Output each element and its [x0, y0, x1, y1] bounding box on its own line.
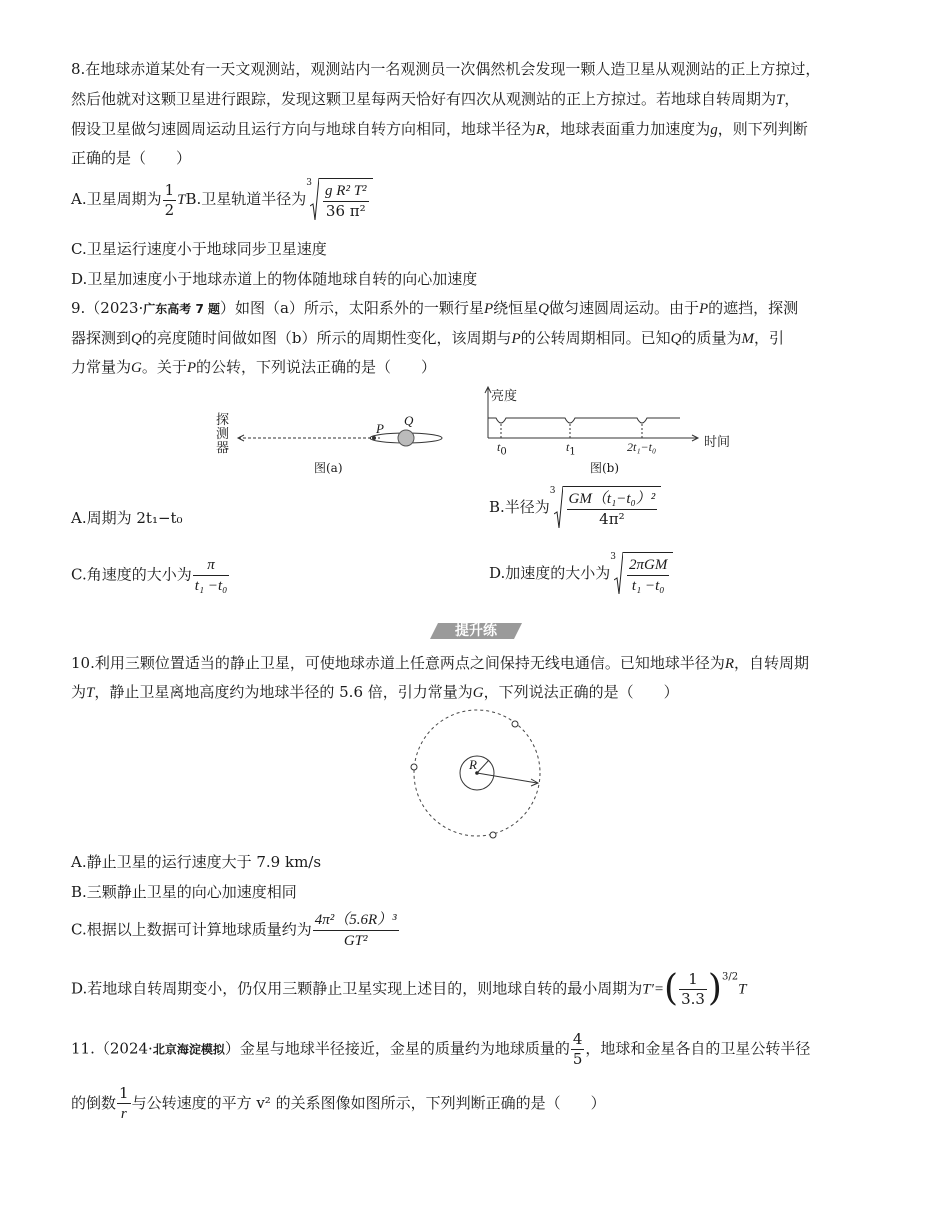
q9-option-a: A.周期为 2t₁−t₀	[71, 509, 183, 527]
q8-option-d: D.卫星加速度小于地球赤道上的物体随地球自转的向心加速度	[71, 270, 478, 288]
q9-option-c: C.角速度的大小为 $\frac{\pi}{\text{t₁ −t₀}}$	[71, 557, 228, 594]
q8-optB-radical: 3 $\frac{\text{g R² T²}}{\text{36 π²}}$	[306, 178, 372, 222]
q8-option-ab: A.卫星周期为 $\frac{1}{2}$ TB.卫星轨道半径为 3 $\frac{\text{g R² T²}}{\text{36 π²}}$	[71, 178, 373, 222]
q8-option-c: C.卫星运行速度小于地球同步卫星速度	[71, 240, 327, 258]
q8-line2: 然后他就对这颗卫星进行跟踪，发现这颗卫星每两天恰好有四次从观测站的正上方掠过。若地球自转周期为T，	[71, 90, 800, 108]
q10-line1: 10.利用三颗位置适当的静止卫星，可使地球赤道上任意两点之间保持无线电通信。已知地球半径为R，自转周期	[71, 654, 810, 672]
figure-b-caption: 图(b)	[590, 461, 620, 475]
figure-b-x-label: 时间	[704, 435, 731, 450]
q10-option-b: B.三颗静止卫星的向心加速度相同	[71, 883, 297, 901]
q8-line1: 8.在地球赤道某处有一天文观测站，观测站内一名观测员一次偶然机会发现一颗人造卫星从观测站的正上方掠过，	[71, 60, 821, 78]
q11-line1: 11.（2024·北京海淀模拟）金星与地球半径接近，金星的质量约为地球质量的 $\frac{4}{5}$ ，地球和金星各自的卫星公转半径	[71, 1030, 811, 1068]
q9-option-b: B.半径为 3 $\frac{\text{GM（t₁−t₀）²}}{\text{4π²}}$	[489, 486, 661, 530]
figure-b-t2-label: 2t₁−t₀	[627, 440, 657, 454]
q9-line1: 9.（2023·广东高考 7 题）如图（a）所示，太阳系外的一颗行星P绕恒星Q做匀速圆周运动。由于P的遮挡，探测	[71, 299, 799, 317]
q8-line4: 正确的是（ ）	[71, 149, 192, 167]
q8-line3: 假设卫星做匀速圆周运动且运行方向与地球自转方向相同，地球半径为R，地球表面重力加速度为g，则下列判断	[71, 120, 808, 138]
q8-optA-fraction: $\frac{1}{2}$	[164, 180, 175, 219]
q9-line3: 力常量为G。关于P的公转，下列说法正确的是（ ）	[71, 358, 437, 376]
figure-b-t1-label: $t_1$	[566, 440, 576, 458]
q10-option-a: A.静止卫星的运行速度大于 7.9 km/s	[71, 853, 322, 871]
figure-satellite-orbit	[409, 707, 545, 843]
figure-a-p-label: P	[376, 421, 384, 436]
q10-option-c: C.根据以上数据可计算地球质量约为 $\frac{\text{4π²（5.6R）³}}{\text{GT²}}$	[71, 912, 397, 949]
q9-option-d: D.加速度的大小为 3 $\frac{\text{2πGM}}{\text{t₁ −t₀}}$	[489, 552, 673, 596]
section-banner	[430, 621, 522, 641]
figure-b-y-label: 亮度	[491, 389, 518, 404]
figure-a-q-label: Q	[404, 413, 414, 428]
section-title: 提升练	[455, 623, 497, 639]
q10-option-d: D.若地球自转周期变小，仍仅用三颗静止卫星实现上述目的，则地球自转的最小周期为T′=( $\frac{1}{3.3}$ )$^{3/2}$T	[71, 968, 747, 1010]
figure-b-t0-label: $t_0$	[497, 440, 507, 458]
q10-line2: 为T，静止卫星离地高度约为地球半径的 5.6 倍，引力常量为G，下列说法正确的是（ ）	[71, 683, 679, 701]
figure-a-caption: 图(a)	[314, 461, 343, 475]
figure-r-label: R	[469, 757, 477, 772]
q11-line2: 的倒数 $\frac{1}{r}$ 与公转速度的平方 v² 的关系图像如图所示，下列判断正确的是（ ）	[71, 1084, 606, 1122]
q9-line2: 器探测到Q的亮度随时间做如图（b）所示的周期性变化，该周期与P的公转周期相同。已知Q的质量为M，引	[71, 329, 785, 347]
figure-a-detector-label: 探 测 器	[216, 413, 230, 456]
